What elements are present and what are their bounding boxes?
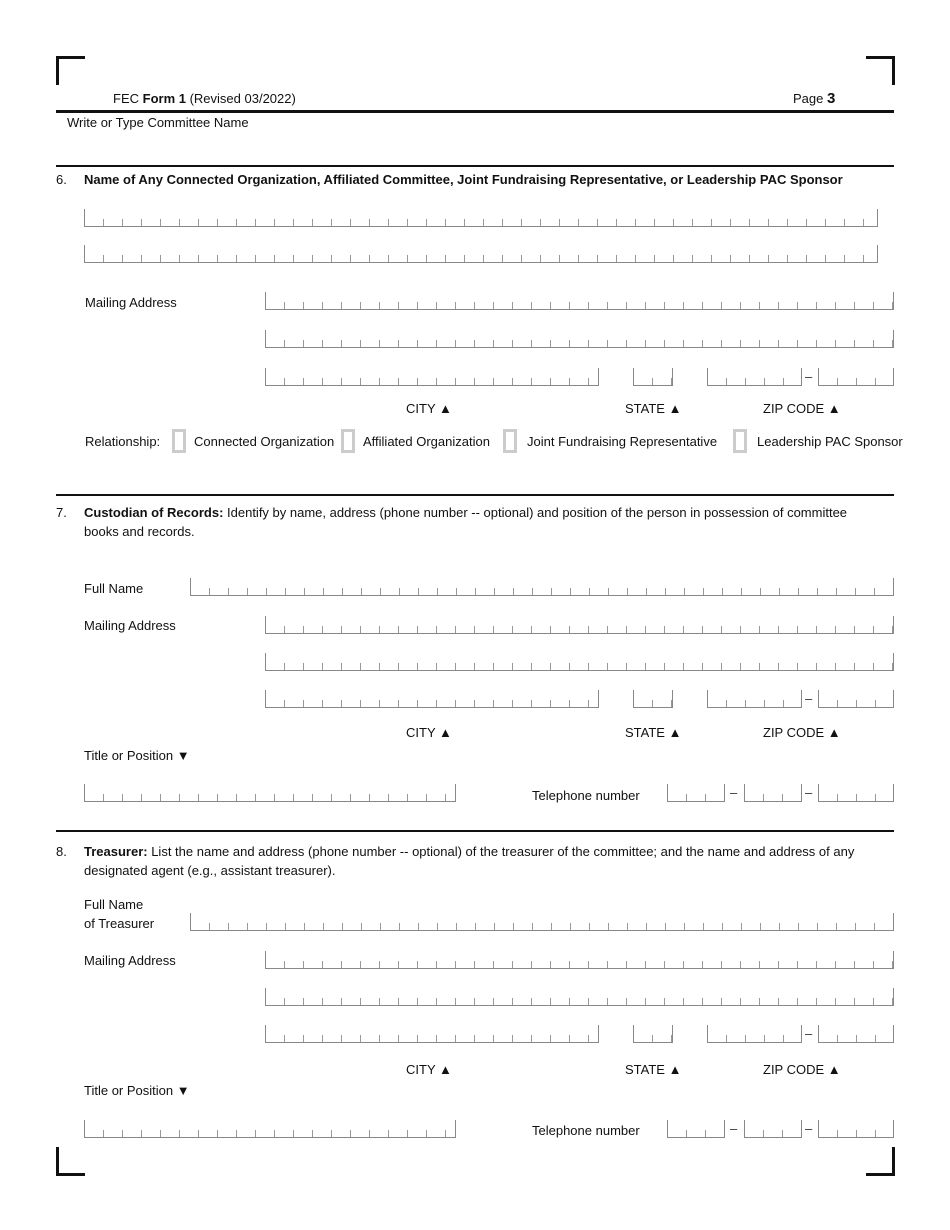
section-6-mailing-address-label: Mailing Address [85,295,177,310]
treasurer-phone-line-input[interactable] [818,1120,894,1138]
section-8-title: Treasurer: [84,844,148,859]
section-6-address-line-1[interactable] [265,292,894,310]
section-7-description: Identify by name, address (phone number -- optional) and position of the person in possession of committee books and records. [84,505,848,539]
section-8-rule [56,830,894,832]
section-8-description: List the name and address (phone number -- optional) of the treasurer of the committee; and the name and address of any designated agent (e.g., assistant treasurer). [84,844,855,878]
form-revision: (Revised 03/2022) [189,91,296,106]
section-6-zip-label: ZIP CODE ▲ [763,401,841,416]
treasurer-phone-dash-2: – [805,1121,813,1136]
section-7-rule [56,494,894,496]
treasurer-zip-dash: – [805,1026,813,1041]
section-6-address-line-2[interactable] [265,330,894,348]
treasurer-phone-dash-1: – [730,1121,738,1136]
custodian-zip-input[interactable] [707,690,802,708]
connected-organization-checkbox[interactable] [172,429,186,453]
committee-name-label: Write or Type Committee Name [67,115,249,130]
custodian-city-input[interactable] [265,690,599,708]
form-prefix: FEC [113,91,139,106]
custodian-mailing-address-label: Mailing Address [84,618,176,633]
custodian-phone-line-input[interactable] [818,784,894,802]
custodian-state-label: STATE ▲ [625,725,682,740]
joint-fundraising-label: Joint Fundraising Representative [527,434,718,449]
custodian-phone-area-input[interactable] [667,784,725,802]
treasurer-city-label: CITY ▲ [406,1062,452,1077]
section-8-number: 8. [56,844,67,859]
connected-organization-label: Connected Organization [194,434,335,449]
treasurer-zip4-input[interactable] [818,1025,894,1043]
treasurer-state-input[interactable] [633,1025,673,1043]
section-7-number: 7. [56,505,67,520]
connected-org-name-line-1[interactable] [84,209,878,227]
section-6-city-label: CITY ▲ [406,401,452,416]
section-6-title: Name of Any Connected Organization, Affiliated Committee, Joint Fundraising Representative, or Leadership PAC Sponsor [84,172,843,187]
custodian-title-position-input[interactable] [84,784,456,802]
section-8-instructions [84,842,876,880]
section-6-rule [56,165,894,167]
custodian-zip-dash: – [805,691,813,706]
form-name: Form 1 [142,91,186,106]
section-6-number: 6. [56,172,67,187]
section-6-zip-dash: – [805,369,813,384]
section-6-zip4-input[interactable] [818,368,894,386]
treasurer-city-input[interactable] [265,1025,599,1043]
treasurer-title-position-label: Title or Position ▼ [84,1083,190,1098]
custodian-telephone-label: Telephone number [532,788,640,803]
treasurer-telephone-label: Telephone number [532,1123,640,1138]
affiliated-organization-label: Affiliated Organization [363,434,490,449]
relationship-label: Relationship: [85,434,161,449]
custodian-address-line-2[interactable] [265,653,894,671]
treasurer-address-line-2[interactable] [265,988,894,1006]
custodian-phone-dash-1: – [730,785,738,800]
custodian-address-line-1[interactable] [265,616,894,634]
corner-mark-top-left [56,56,85,85]
page-number: 3 [827,90,836,107]
treasurer-full-name-input[interactable] [190,913,894,931]
custodian-phone-dash-2: – [805,785,813,800]
treasurer-full-name-label-2: of Treasurer [84,916,155,931]
treasurer-zip-label: ZIP CODE ▲ [763,1062,841,1077]
section-6-state-input[interactable] [633,368,673,386]
custodian-zip4-input[interactable] [818,690,894,708]
treasurer-mailing-address-label: Mailing Address [84,953,176,968]
joint-fundraising-checkbox[interactable] [503,429,517,453]
leadership-pac-checkbox[interactable] [733,429,747,453]
corner-mark-top-right [866,56,895,85]
section-6-state-label: STATE ▲ [625,401,682,416]
affiliated-organization-checkbox[interactable] [341,429,355,453]
custodian-zip-label: ZIP CODE ▲ [763,725,841,740]
form-title [113,91,296,106]
treasurer-address-line-1[interactable] [265,951,894,969]
corner-mark-bottom-right [866,1147,895,1176]
connected-org-name-line-2[interactable] [84,245,878,263]
treasurer-phone-area-input[interactable] [667,1120,725,1138]
corner-mark-bottom-left [56,1147,85,1176]
treasurer-title-position-input[interactable] [84,1120,456,1138]
treasurer-zip-input[interactable] [707,1025,802,1043]
custodian-state-input[interactable] [633,690,673,708]
leadership-pac-label: Leadership PAC Sponsor [757,434,903,449]
custodian-title-position-label: Title or Position ▼ [84,748,190,763]
section-7-instructions [84,503,874,541]
custodian-full-name-label: Full Name [84,581,144,596]
section-6-zip-input[interactable] [707,368,802,386]
custodian-city-label: CITY ▲ [406,725,452,740]
custodian-full-name-input[interactable] [190,578,894,596]
treasurer-phone-prefix-input[interactable] [744,1120,802,1138]
treasurer-full-name-label: Full Name [84,897,144,912]
page-indicator [793,90,835,107]
custodian-phone-prefix-input[interactable] [744,784,802,802]
section-7-title: Custodian of Records: [84,505,224,520]
treasurer-state-label: STATE ▲ [625,1062,682,1077]
header-rule [56,110,894,113]
page-label: Page [793,91,824,106]
section-6-city-input[interactable] [265,368,599,386]
